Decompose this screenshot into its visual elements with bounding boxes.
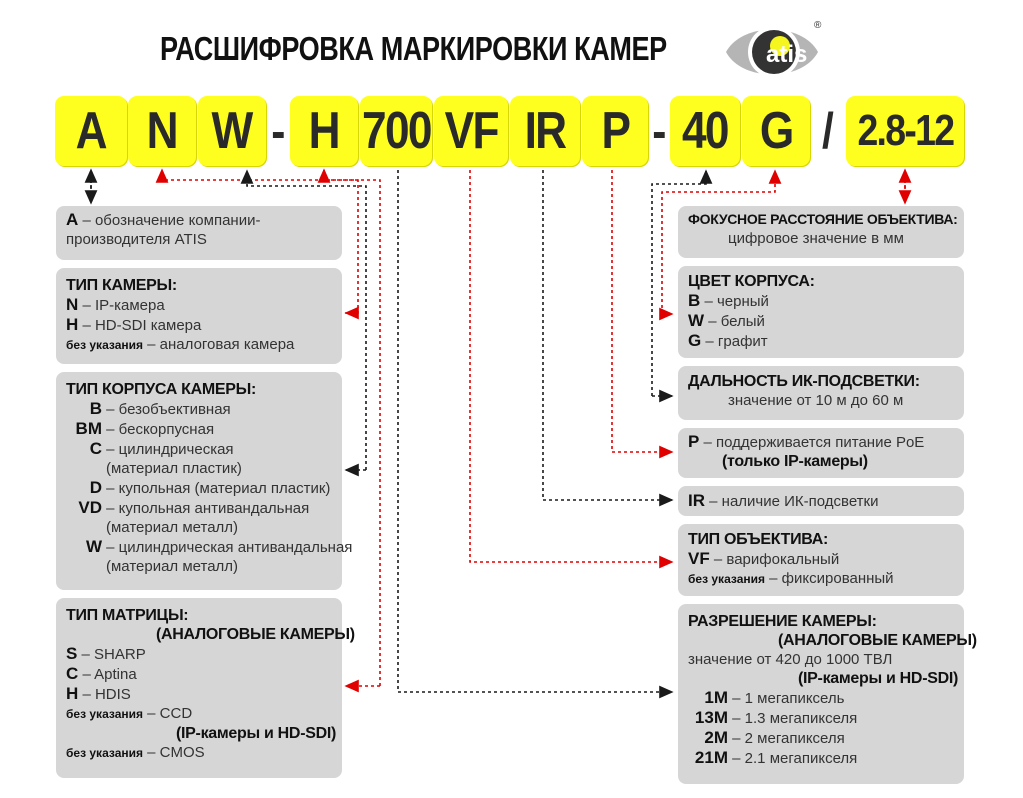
camera-type-heading: ТИП КАМЕРЫ: bbox=[66, 277, 177, 294]
code-box-40: 40 bbox=[670, 96, 740, 166]
matrix-heading: ТИП МАТРИЦЫ: bbox=[66, 607, 189, 624]
panel-focal-length: ФОКУСНОЕ РАССТОЯНИЕ ОБЪЕКТИВА: цифровое значение в мм bbox=[678, 206, 964, 258]
code-box-g: G bbox=[742, 96, 810, 166]
panel-lens-type: ТИП ОБЪЕКТИВА: VF – варифокальный без указания – фиксированный bbox=[678, 524, 964, 596]
separator-slash: / bbox=[822, 103, 834, 159]
page-title: РАСШИФРОВКА МАРКИРОВКИ КАМЕР bbox=[160, 30, 667, 67]
panel-ir-range: ДАЛЬНОСТЬ ИК-ПОДСВЕТКИ: значение от 10 м до 60 м bbox=[678, 366, 964, 420]
separator-dash-1: - bbox=[270, 103, 286, 159]
code-box-ir: IR bbox=[510, 96, 580, 166]
panel-poe: P – поддерживается питание PoE (только IP-камеры) bbox=[678, 428, 964, 478]
code-box-h: H bbox=[290, 96, 358, 166]
panel-ir: IR – наличие ИК-подсветки bbox=[678, 486, 964, 516]
panel-manufacturer: A – обозначение компании- производителя ATIS bbox=[56, 206, 342, 260]
panel-resolution: РАЗРЕШЕНИЕ КАМЕРЫ: (АНАЛОГОВЫЕ КАМЕРЫ) значение от 420 до 1000 ТВЛ (IP-камеры и HD-SDI) 1M – 1 мегапиксель 13M – 1.3 мегапикселя 2M – 2 мегапикселя 21M – 2.1 мегапикселя bbox=[678, 604, 964, 784]
code-box-vf: VF bbox=[434, 96, 508, 166]
code-box-a: A bbox=[55, 96, 127, 166]
panel-body-color: ЦВЕТ КОРПУСА: B – черный W – белый G – графит bbox=[678, 266, 964, 358]
logo-text: atis bbox=[766, 41, 808, 68]
code-box-focal: 2.8-12 bbox=[846, 96, 964, 166]
code-box-n: N bbox=[128, 96, 196, 166]
code-box-p: P bbox=[582, 96, 648, 166]
code-box-w: W bbox=[198, 96, 266, 166]
arrow-p bbox=[612, 170, 672, 452]
separator-dash-2: - bbox=[651, 103, 667, 159]
code-box-700: 700 bbox=[360, 96, 432, 166]
body-type-heading: ТИП КОРПУСА КАМЕРЫ: bbox=[66, 381, 256, 398]
registered-mark: ® bbox=[814, 20, 822, 31]
arrow-vf bbox=[470, 170, 672, 562]
panel-body-type: ТИП КОРПУСА КАМЕРЫ: B – безобъективная BM – бескорпусная C – цилиндрическая (материал пластик) D – купольная (материал пластик) VD – купольная антивандальная (материал металл) W – цилиндрическая антивандальная (материал металл) bbox=[56, 372, 342, 590]
panel-matrix-type: ТИП МАТРИЦЫ: (АНАЛОГОВЫЕ КАМЕРЫ) S – SHARP C – Aptina H – HDIS без указания – CCD (IP-камеры и HD-SDI) без указания – CMOS bbox=[56, 598, 342, 778]
arrow-700 bbox=[398, 170, 672, 692]
panel-camera-type: ТИП КАМЕРЫ: N – IP-камера H – HD-SDI камера без указания – аналоговая камера bbox=[56, 268, 342, 364]
